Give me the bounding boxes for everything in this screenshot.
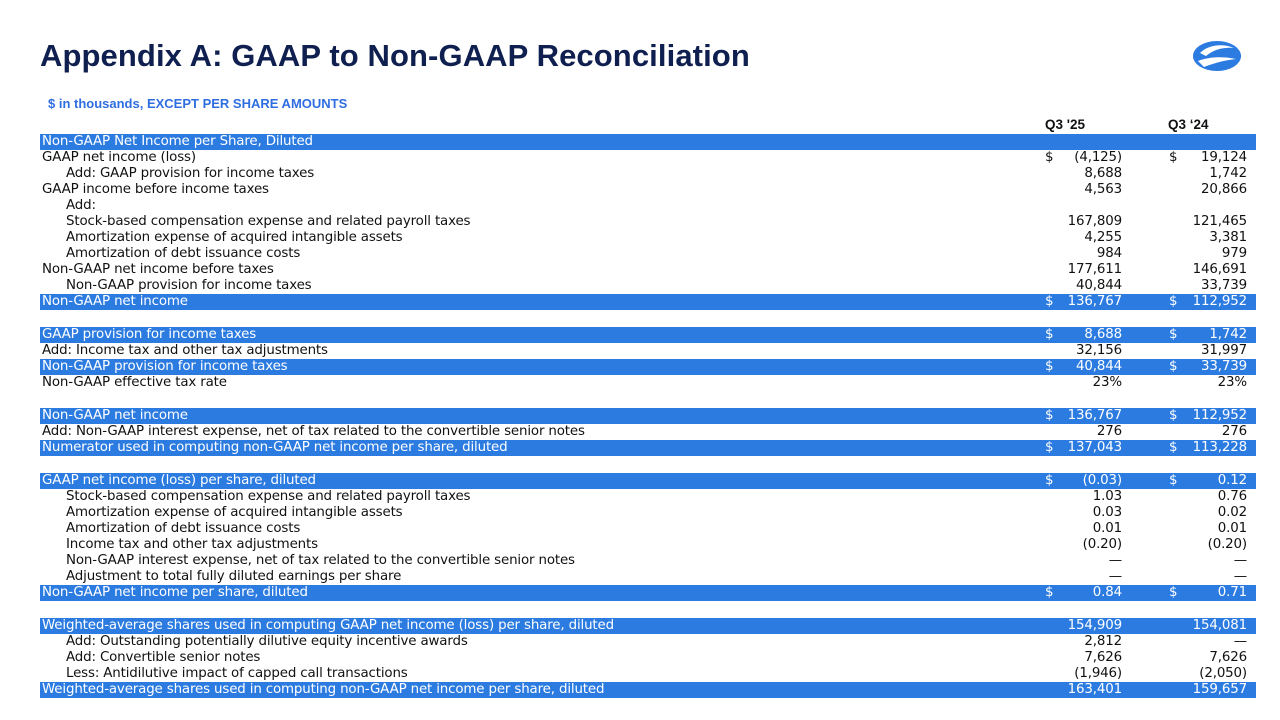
row-label: GAAP income before income taxes — [42, 182, 269, 197]
row-label: Non-GAAP interest expense, net of tax related to the convertible senior notes — [66, 553, 575, 568]
row-label: Stock-based compensation expense and related payroll taxes — [66, 214, 471, 229]
value-q3-24: (2,050) — [1199, 666, 1247, 681]
dollar-sign-q3-24: $ — [1169, 327, 1178, 342]
row-label: Add: Non-GAAP interest expense, net of tax related to the convertible senior notes — [42, 424, 585, 439]
value-q3-25: 8,688 — [1084, 327, 1122, 342]
dollar-sign-q3-25: $ — [1045, 359, 1054, 374]
table-section-row — [40, 682, 1256, 698]
row-label: Weighted-average shares used in computing GAAP net income (loss) per share, diluted — [42, 618, 614, 633]
value-q3-24: 20,866 — [1201, 182, 1247, 197]
value-q3-24: — — [1233, 634, 1247, 649]
value-q3-25: 0.84 — [1092, 585, 1122, 600]
company-logo-icon — [1192, 40, 1242, 72]
value-q3-24: 1,742 — [1209, 166, 1247, 181]
value-q3-24: 33,739 — [1201, 359, 1247, 374]
row-label: Non-GAAP net income — [42, 294, 188, 309]
table-row — [40, 375, 1256, 391]
value-q3-25: (0.03) — [1082, 473, 1122, 488]
table-section-row — [40, 327, 1256, 343]
dollar-sign-q3-24: $ — [1169, 408, 1178, 423]
value-q3-25: — — [1108, 553, 1122, 568]
value-q3-25: 136,767 — [1067, 408, 1122, 423]
value-q3-25: 7,626 — [1084, 650, 1122, 665]
row-label: Amortization expense of acquired intangible assets — [66, 505, 403, 520]
row-label: Amortization of debt issuance costs — [66, 246, 301, 261]
table-spacer — [40, 456, 1256, 473]
column-header-q3-25: Q3 '25 — [1045, 117, 1085, 132]
dollar-sign-q3-24: $ — [1169, 473, 1178, 488]
table-section-row — [40, 359, 1256, 375]
row-label: Add: Outstanding potentially dilutive equity incentive awards — [66, 634, 468, 649]
value-q3-25: 32,156 — [1076, 343, 1122, 358]
row-label: GAAP net income (loss) per share, diluted — [42, 473, 316, 488]
value-q3-24: 0.76 — [1217, 489, 1247, 504]
table-row — [40, 166, 1256, 182]
value-q3-24: 31,997 — [1201, 343, 1247, 358]
dollar-sign-q3-25: $ — [1045, 440, 1054, 455]
dollar-sign-q3-25: $ — [1045, 585, 1054, 600]
value-q3-24: 0.12 — [1217, 473, 1247, 488]
table-section-row — [40, 618, 1256, 634]
value-q3-24: — — [1233, 553, 1247, 568]
table-section-row — [40, 440, 1256, 456]
row-label: Add: — [66, 198, 96, 213]
value-q3-24: 113,228 — [1192, 440, 1247, 455]
row-label: Non-GAAP provision for income taxes — [42, 359, 288, 374]
row-label: Stock-based compensation expense and related payroll taxes — [66, 489, 471, 504]
value-q3-24: 0.02 — [1217, 505, 1247, 520]
table-spacer — [40, 310, 1256, 327]
table-row — [40, 198, 1256, 214]
value-q3-24: 121,465 — [1192, 214, 1247, 229]
value-q3-25: 1.03 — [1092, 489, 1122, 504]
dollar-sign-q3-24: $ — [1169, 440, 1178, 455]
table-section-row — [40, 134, 1256, 150]
row-label: Numerator used in computing non-GAAP net income per share, diluted — [42, 440, 508, 455]
row-label: Non-GAAP net income per share, diluted — [42, 585, 308, 600]
value-q3-25: 167,809 — [1067, 214, 1122, 229]
table-section-row — [40, 473, 1256, 489]
value-q3-25: 40,844 — [1076, 359, 1122, 374]
table-spacer — [40, 601, 1256, 618]
row-label: Income tax and other tax adjustments — [66, 537, 318, 552]
row-label: Adjustment to total fully diluted earnings per share — [66, 569, 402, 584]
table-row — [40, 278, 1256, 294]
value-q3-24: 159,657 — [1192, 682, 1247, 697]
row-label: Amortization expense of acquired intangible assets — [66, 230, 403, 245]
value-q3-25: 8,688 — [1084, 166, 1122, 181]
dollar-sign-q3-24: $ — [1169, 150, 1178, 165]
table-row — [40, 150, 1256, 166]
table-row — [40, 182, 1256, 198]
dollar-sign-q3-25: $ — [1045, 294, 1054, 309]
row-label: Add: GAAP provision for income taxes — [66, 166, 315, 181]
column-header-q3-24: Q3 ‘24 — [1168, 117, 1209, 132]
value-q3-24: 23% — [1217, 375, 1247, 390]
value-q3-24: 276 — [1221, 424, 1247, 439]
row-label: Add: Convertible senior notes — [66, 650, 261, 665]
value-q3-25: 40,844 — [1076, 278, 1122, 293]
value-q3-25: 984 — [1096, 246, 1122, 261]
row-label: Non-GAAP provision for income taxes — [66, 278, 312, 293]
value-q3-25: 0.03 — [1092, 505, 1122, 520]
table-row — [40, 230, 1256, 246]
value-q3-24: 146,691 — [1192, 262, 1247, 277]
value-q3-24: 19,124 — [1201, 150, 1247, 165]
value-q3-24: 112,952 — [1192, 294, 1247, 309]
value-q3-25: 23% — [1092, 375, 1122, 390]
row-label: Less: Antidilutive impact of capped call transactions — [66, 666, 408, 681]
table-row — [40, 262, 1256, 278]
value-q3-24: (0.20) — [1207, 537, 1247, 552]
row-label: GAAP provision for income taxes — [42, 327, 257, 342]
dollar-sign-q3-25: $ — [1045, 327, 1054, 342]
row-label: Weighted-average shares used in computing non-GAAP net income per share, diluted — [42, 682, 605, 697]
value-q3-25: 0.01 — [1092, 521, 1122, 536]
value-q3-25: 2,812 — [1084, 634, 1122, 649]
table-row — [40, 666, 1256, 682]
table-row — [40, 505, 1256, 521]
value-q3-24: 3,381 — [1209, 230, 1247, 245]
value-q3-24: 7,626 — [1209, 650, 1247, 665]
value-q3-25: (4,125) — [1074, 150, 1122, 165]
row-label: Add: Income tax and other tax adjustments — [42, 343, 328, 358]
value-q3-24: — — [1233, 569, 1247, 584]
dollar-sign-q3-25: $ — [1045, 408, 1054, 423]
table-row — [40, 521, 1256, 537]
table-row — [40, 343, 1256, 359]
value-q3-25: — — [1108, 569, 1122, 584]
value-q3-24: 979 — [1221, 246, 1247, 261]
table-row — [40, 214, 1256, 230]
value-q3-25: (1,946) — [1074, 666, 1122, 681]
table-row — [40, 489, 1256, 505]
value-q3-24: 0.01 — [1217, 521, 1247, 536]
table-section-row — [40, 294, 1256, 310]
value-q3-25: 163,401 — [1067, 682, 1122, 697]
value-q3-24: 33,739 — [1201, 278, 1247, 293]
table-section-row — [40, 408, 1256, 424]
units-subtitle: $ in thousands, EXCEPT PER SHARE AMOUNTS — [48, 96, 348, 111]
table-row — [40, 537, 1256, 553]
value-q3-25: 4,563 — [1084, 182, 1122, 197]
row-label: Amortization of debt issuance costs — [66, 521, 301, 536]
row-label: Non-GAAP net income — [42, 408, 188, 423]
dollar-sign-q3-24: $ — [1169, 294, 1178, 309]
table-section-row — [40, 585, 1256, 601]
value-q3-25: 154,909 — [1067, 618, 1122, 633]
row-label: Non-GAAP Net Income per Share, Diluted — [42, 134, 313, 149]
value-q3-25: (0.20) — [1082, 537, 1122, 552]
value-q3-25: 276 — [1096, 424, 1122, 439]
dollar-sign-q3-24: $ — [1169, 359, 1178, 374]
reconciliation-table — [40, 134, 1256, 698]
table-row — [40, 634, 1256, 650]
value-q3-24: 1,742 — [1209, 327, 1247, 342]
table-row — [40, 650, 1256, 666]
value-q3-24: 154,081 — [1192, 618, 1247, 633]
table-row — [40, 553, 1256, 569]
row-label: Non-GAAP effective tax rate — [42, 375, 227, 390]
value-q3-25: 137,043 — [1067, 440, 1122, 455]
row-label: Non-GAAP net income before taxes — [42, 262, 274, 277]
dollar-sign-q3-25: $ — [1045, 150, 1054, 165]
dollar-sign-q3-24: $ — [1169, 585, 1178, 600]
value-q3-25: 4,255 — [1084, 230, 1122, 245]
row-label: GAAP net income (loss) — [42, 150, 196, 165]
table-row — [40, 569, 1256, 585]
value-q3-24: 0.71 — [1217, 585, 1247, 600]
value-q3-24: 112,952 — [1192, 408, 1247, 423]
table-row — [40, 246, 1256, 262]
page-title: Appendix A: GAAP to Non-GAAP Reconciliation — [40, 38, 750, 73]
value-q3-25: 136,767 — [1067, 294, 1122, 309]
table-row — [40, 424, 1256, 440]
dollar-sign-q3-25: $ — [1045, 473, 1054, 488]
value-q3-25: 177,611 — [1067, 262, 1122, 277]
table-spacer — [40, 391, 1256, 408]
